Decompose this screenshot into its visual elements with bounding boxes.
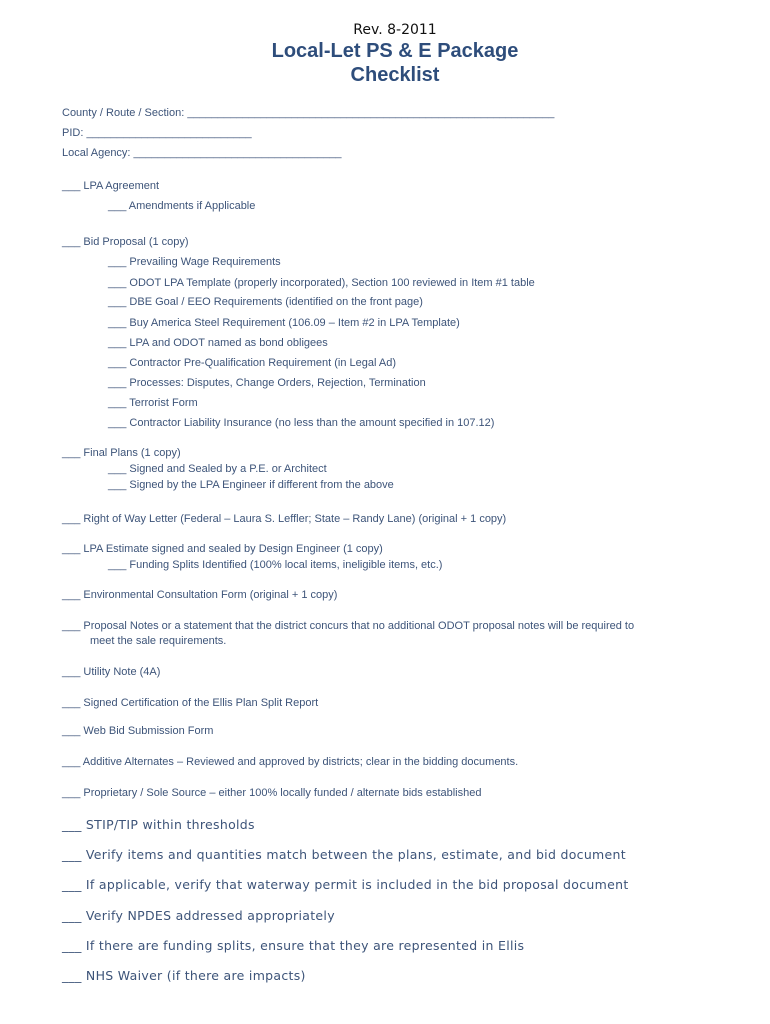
page-title: Local-Let PS & E Package [271,40,519,62]
checklist-item[interactable]: ___ Verify items and quantities match between the plans, estimate, and bid document [62,847,626,862]
page-title-line2: Checklist [350,64,440,86]
checklist-item[interactable]: ___ Environmental Consultation Form (original + 1 copy) [62,589,338,601]
checklist-item[interactable]: ___ Verify NPDES addressed appropriately [62,908,335,923]
checklist-item[interactable]: ___ Additive Alternates – Reviewed and approved by districts; clear in the bidding documents. [62,756,519,768]
checklist-item[interactable]: ___ If there are funding splits, ensure that they are represented in Ellis [62,938,525,953]
checklist-item[interactable]: ___ LPA Estimate signed and sealed by Design Engineer (1 copy) [62,543,383,555]
checklist-item[interactable]: ___ Utility Note (4A) [62,666,161,678]
local-agency-field[interactable]: Local Agency: __________________________________ [62,147,342,159]
checklist-subitem[interactable]: ___ LPA and ODOT named as bond obligees [108,337,328,349]
checklist-item[interactable]: ___ Proposal Notes or a statement that the district concurs that no additional ODOT proposal notes will be required to [62,620,635,632]
checklist-item[interactable]: ___ Web Bid Submission Form [62,725,214,737]
checklist-subitem[interactable]: ___ Signed and Sealed by a P.E. or Architect [108,463,327,475]
checklist-item[interactable]: ___ NHS Waiver (if there are impacts) [62,968,306,983]
checklist-subitem[interactable]: ___ Amendments if Applicable [108,200,256,212]
checklist-subitem[interactable]: ___ Contractor Liability Insurance (no less than the amount specified in 107.12) [108,417,495,429]
county-route-section-field[interactable]: County / Route / Section: ____________________________________________________________ [62,107,555,119]
checklist-subitem[interactable]: ___ DBE Goal / EEO Requirements (identified on the front page) [108,296,423,308]
pid-field[interactable]: PID: ___________________________ [62,127,252,139]
checklist-item[interactable]: ___ Final Plans (1 copy) [62,447,181,459]
checklist-item[interactable]: ___ Right of Way Letter (Federal – Laura S. Leffler; State – Randy Lane) (original + 1 copy) [62,513,507,525]
checklist-subitem[interactable]: ___ ODOT LPA Template (properly incorporated), Section 100 reviewed in Item #1 table [108,277,535,289]
checklist-subitem[interactable]: ___ Contractor Pre-Qualification Requirement (in Legal Ad) [108,357,396,369]
checklist-item[interactable]: ___ Proprietary / Sole Source – either 100% locally funded / alternate bids established [62,787,482,799]
checklist-subitem[interactable]: ___ Processes: Disputes, Change Orders, Rejection, Termination [108,377,426,389]
checklist-subitem[interactable]: ___ Signed by the LPA Engineer if different from the above [108,479,394,491]
checklist-item[interactable]: ___ Signed Certification of the Ellis Plan Split Report [62,697,319,709]
checklist-item[interactable]: ___ Bid Proposal (1 copy) [62,236,189,248]
checklist-item[interactable]: ___ If applicable, verify that waterway permit is included in the bid proposal document [62,877,629,892]
checklist-subitem[interactable]: ___ Prevailing Wage Requirements [108,256,281,268]
checklist-item[interactable]: ___ STIP/TIP within thresholds [62,817,255,832]
checklist-subitem[interactable]: ___ Terrorist Form [108,397,198,409]
checklist-item[interactable]: ___ LPA Agreement [62,180,160,192]
checklist-subitem[interactable]: ___ Buy America Steel Requirement (106.09 – Item #2 in LPA Template) [108,317,460,329]
checklist-item-continuation: meet the sale requirements. [90,635,227,647]
revision: Rev. 8-2011 [353,22,437,38]
checklist-subitem[interactable]: ___ Funding Splits Identified (100% local items, ineligible items, etc.) [108,559,443,571]
